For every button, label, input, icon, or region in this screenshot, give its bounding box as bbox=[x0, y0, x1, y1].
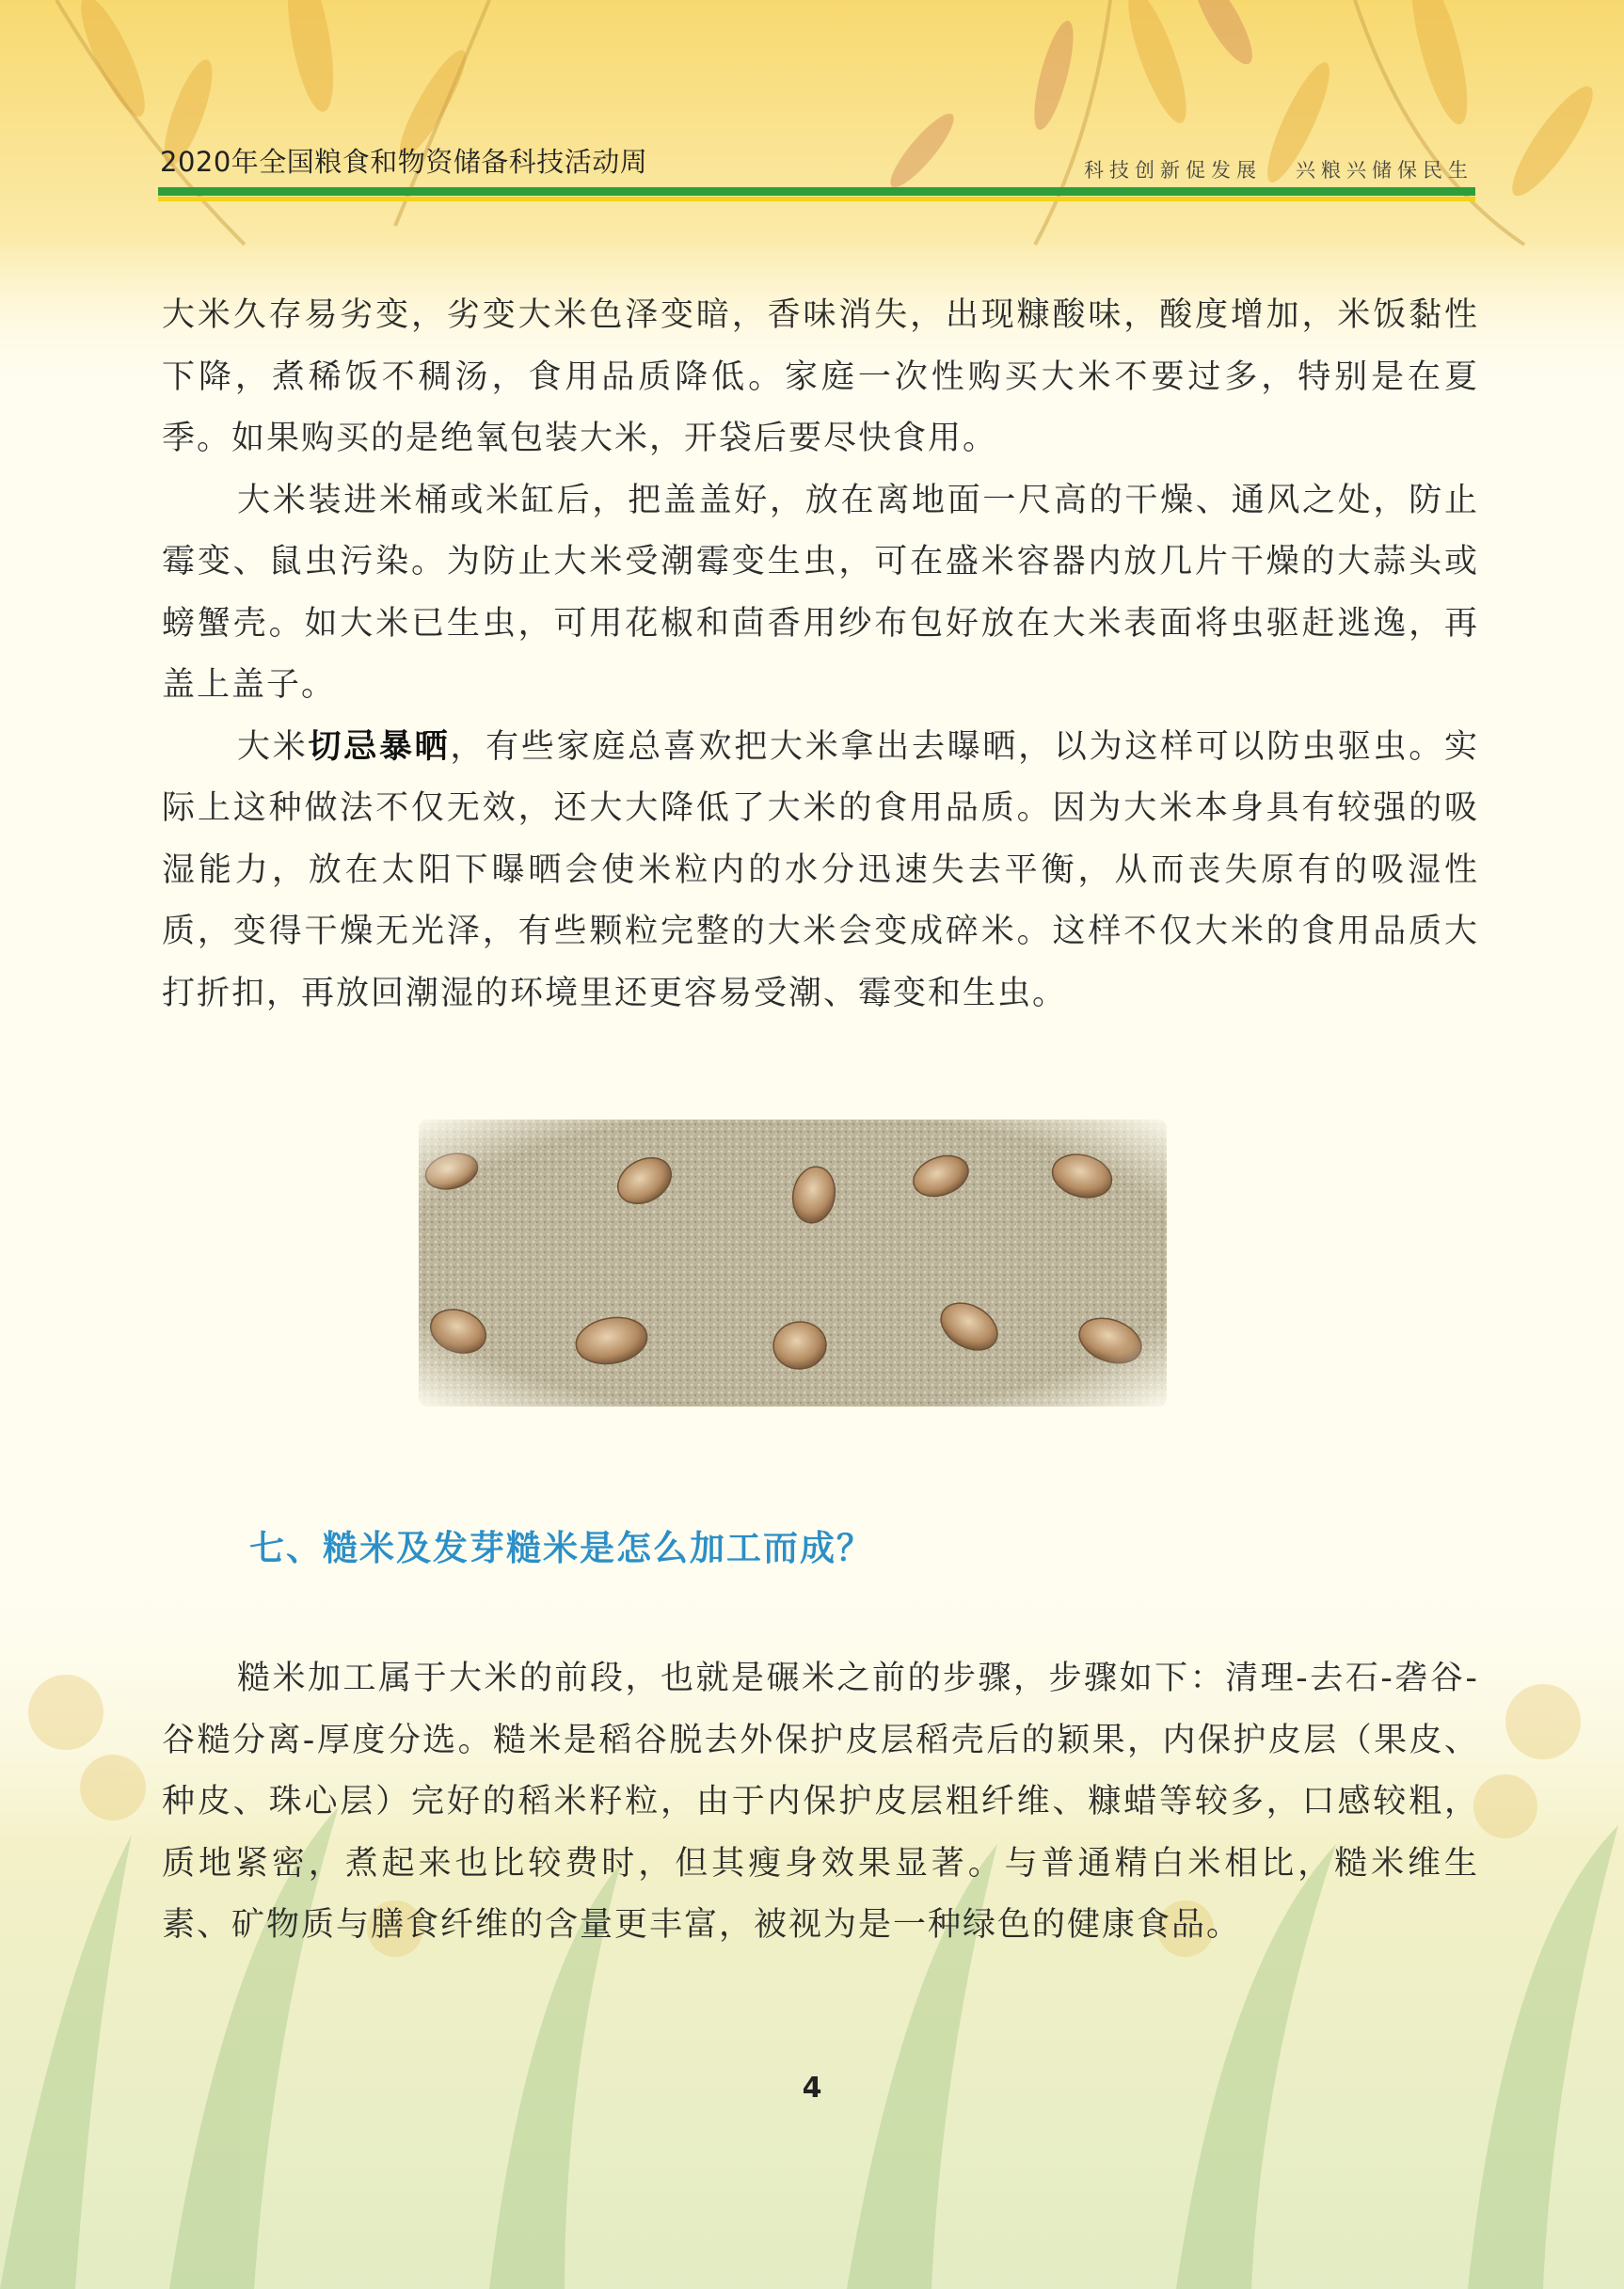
rice-garlic-illustration bbox=[419, 1120, 1167, 1407]
paragraph-1: 大米久存易劣变，劣变大米色泽变暗，香味消失，出现糠酸味，酸度增加，米饭黏性下降，煮稀饭不稠汤，食用品质降低。家庭一次性购买大米不要过多，特别是在夏季。如果购买的是绝氧包装大米，开袋后要尽快食用。 bbox=[162, 296, 1479, 457]
paragraph-3 bbox=[162, 717, 1479, 1025]
section-title: 七、糙米及发芽糙米是怎么加工而成？ bbox=[249, 1528, 873, 1568]
rice-garlic-photo bbox=[419, 1120, 1167, 1407]
header-rule-yellow bbox=[158, 197, 1475, 201]
header-title: 2020年全国粮食和物资储备科技活动周 bbox=[160, 146, 648, 178]
body-bottom bbox=[162, 1648, 1479, 1957]
header-slogan-right: 兴粮兴储保民生 bbox=[1296, 159, 1473, 182]
page-number: 4 bbox=[802, 2072, 822, 2105]
header-slogan-left: 科技创新促发展 bbox=[1084, 159, 1262, 182]
section-paragraph-1: 糙米加工属于大米的前段，也就是碾米之前的步骤，步骤如下：清理-去石-砻谷-谷糙分离-厚度分选。糙米是稻谷脱去外保护皮层稻壳后的颖果，内保护皮层（果皮、种皮、珠心层）完好的稻米籽粒，由于内保护皮层粗纤维、糠蜡等较多，口感较粗，质地紧密，煮起来也比较费时，但其瘦身效果显著。与普通精白米相比，糙米维生素、矿物质与膳食纤维的含量更丰富，被视为是一种绿色的健康食品。 bbox=[162, 1660, 1479, 1944]
paragraph-3-prefix: 大米 bbox=[237, 727, 309, 766]
header-slogan bbox=[1084, 155, 1473, 183]
paragraph-3-rest: ，有些家庭总喜欢把大米拿出去曝晒，以为这样可以防虫驱虫。实际上这种做法不仅无效，还大大降低了大米的食用品质。因为大米本身具有较强的吸湿能力，放在太阳下曝晒会使米粒内的水分迅速失去平衡，从而丧失原有的吸湿性质，变得干燥无光泽，有些颗粒完整的大米会变成碎米。这样不仅大米的食用品质大打折扣，再放回潮湿的环境里还更容易受潮、霉变和生虫。 bbox=[162, 727, 1479, 1012]
paragraph-3-bold: 切忌暴晒 bbox=[308, 727, 451, 766]
header-rule-green bbox=[158, 187, 1475, 196]
body-top bbox=[162, 285, 1479, 1025]
paragraph-2: 大米装进米桶或米缸后，把盖盖好，放在离地面一尺高的干燥、通风之处，防止霉变、鼠虫污染。为防止大米受潮霉变生虫，可在盛米容器内放几片干燥的大蒜头或螃蟹壳。如大米已生虫，可用花椒和茴香用纱布包好放在大米表面将虫驱赶逃逸，再盖上盖子。 bbox=[162, 481, 1479, 704]
